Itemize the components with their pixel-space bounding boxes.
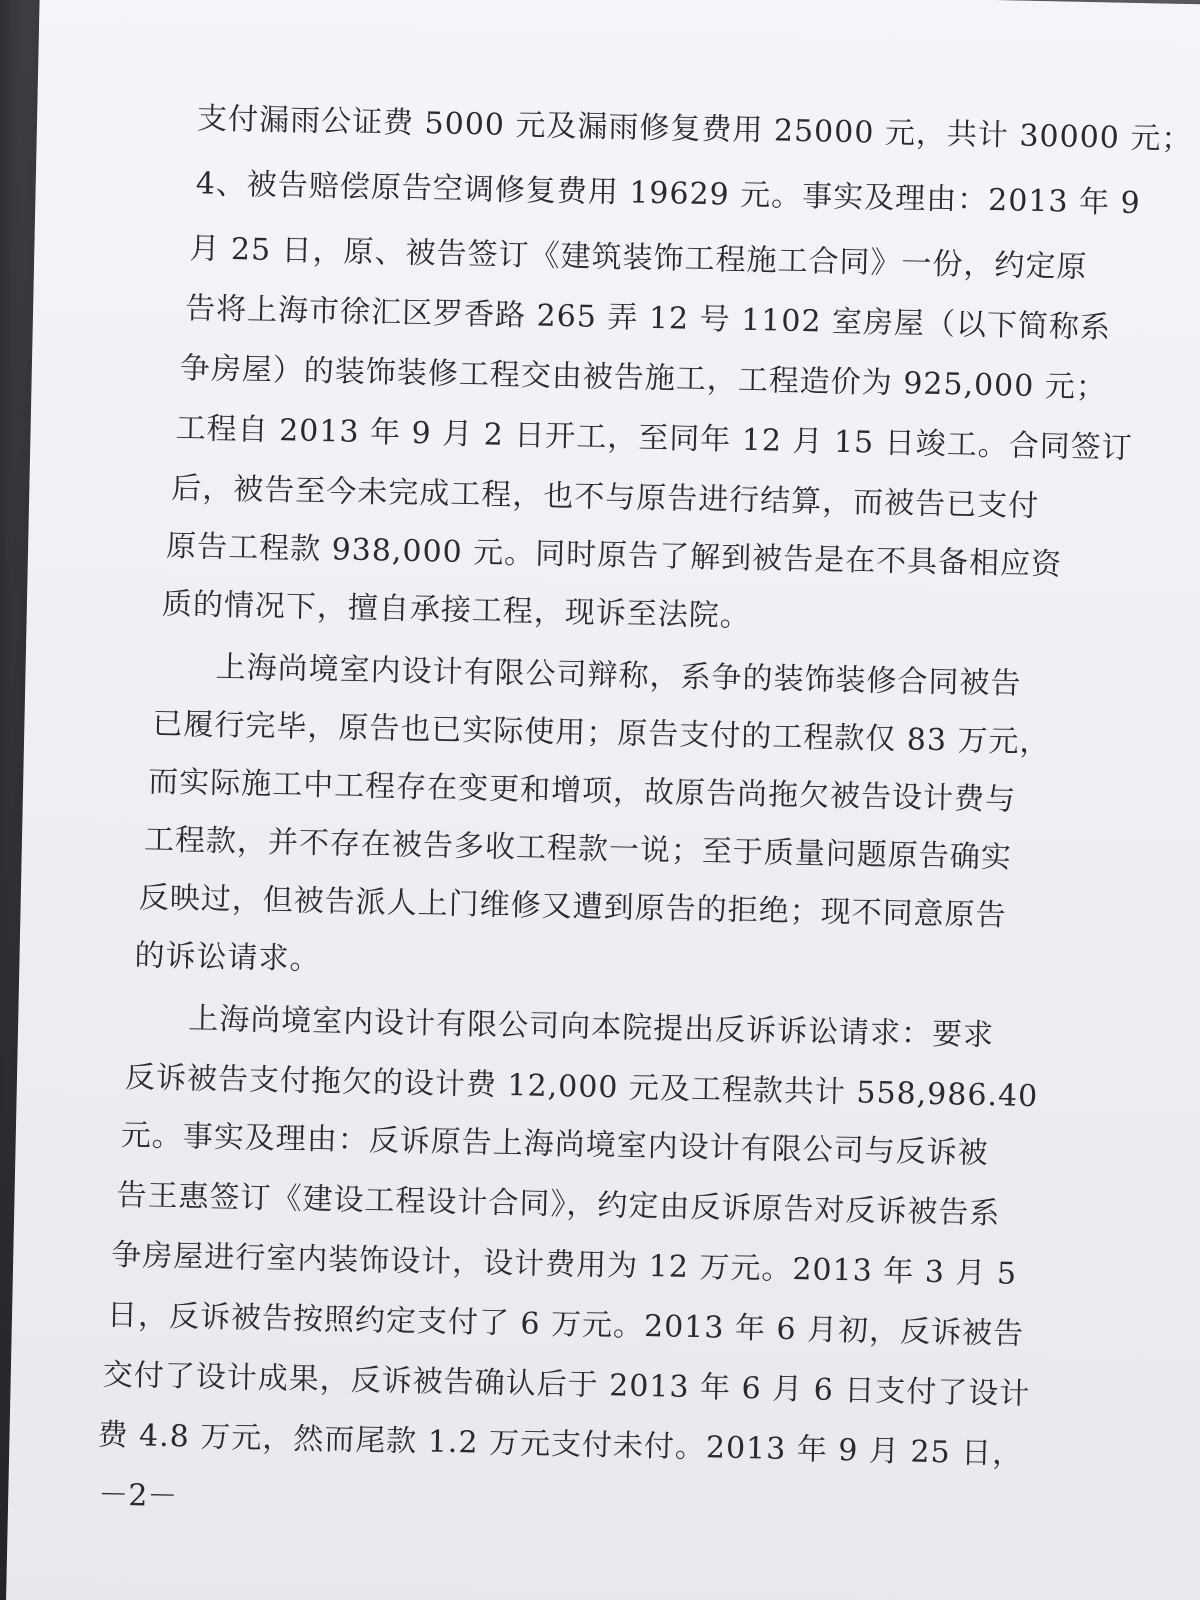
text-line: 反映过，但被告派人上门维修又遭到原告的拒绝；现不同意原告 bbox=[138, 880, 1007, 934]
text-line: 质的情况下，擅自承接工程，现诉至法院。 bbox=[161, 586, 752, 635]
text-line: 4、被告赔偿原告空调修复费用 19629 元。事实及理由：2013 年 9 bbox=[195, 166, 1142, 222]
text-line: 争房屋进行室内装饰设计，设计费用为 12 万元。2013 年 3 月 5 bbox=[110, 1237, 1018, 1292]
text-line: 原告工程款 938,000 元。同时原告了解到被告是在不具备相应资 bbox=[165, 528, 1063, 583]
text-line: 工程款，并不存在被告多收工程款一说；至于质量问题原告确实 bbox=[143, 822, 1013, 876]
text-line: 月 25 日，原、被告签订《建筑装饰工程施工合同》一份，约定原 bbox=[189, 231, 1088, 285]
text-line: 后，被告至今未完成工程，也不与原告进行结算，而被告已支付 bbox=[171, 470, 1040, 525]
document-page bbox=[5, 0, 1200, 1600]
text-line: 而实际施工中工程存在变更和增项，故原告尚拖欠被告设计费与 bbox=[147, 764, 1017, 818]
text-line: 工程自 2013 年 9 月 2 日开工，至同年 12 月 15 日竣工。合同签订 bbox=[175, 410, 1134, 466]
text-line: 元。事实及理由：反诉原告上海尚境室内设计有限公司与反诉被 bbox=[120, 1117, 989, 1172]
text-line: 反诉被告支付拖欠的设计费 12,000 元及工程款共计 558,986.40 bbox=[124, 1060, 1039, 1115]
text-line: 日，反诉被告按照约定支付了 6 万元。2013 年 6 月初，反诉被告 bbox=[106, 1297, 1025, 1352]
text-line: 的诉讼请求。 bbox=[134, 938, 321, 978]
text-line: 上海尚境室内设计有限公司辩称，系争的装饰装修合同被告 bbox=[215, 649, 1022, 702]
page-number: －2－ bbox=[97, 1477, 178, 1515]
text-line: 告将上海市徐汇区罗香路 265 弄 12 号 1102 室房屋（以下简称系 bbox=[184, 291, 1112, 346]
text-line: 费 4.8 万元，然而尾款 1.2 万元支付未付。2013 年 9 月 25 日， bbox=[97, 1417, 1024, 1472]
text-line: 交付了设计成果，反诉被告确认后于 2013 年 6 月 6 日支付了设计 bbox=[102, 1357, 1031, 1413]
text-line: 已履行完毕，原告也已实际使用；原告支付的工程款仅 83 万元， bbox=[152, 706, 1051, 761]
text-line: 争房屋）的装饰装修工程交由被告施工，工程造价为 925,000 元； bbox=[179, 351, 1108, 406]
text-line: 支付漏雨公证费 5000 元及漏雨修复费用 25000 元，共计 30000 元； bbox=[196, 101, 1193, 158]
text-line: 上海尚境室内设计有限公司向本院提出反诉诉讼请求：要求 bbox=[187, 1001, 995, 1054]
text-line: 告王惠签订《建设工程设计合同》，约定由反诉原告对反诉被告系 bbox=[116, 1177, 1001, 1232]
